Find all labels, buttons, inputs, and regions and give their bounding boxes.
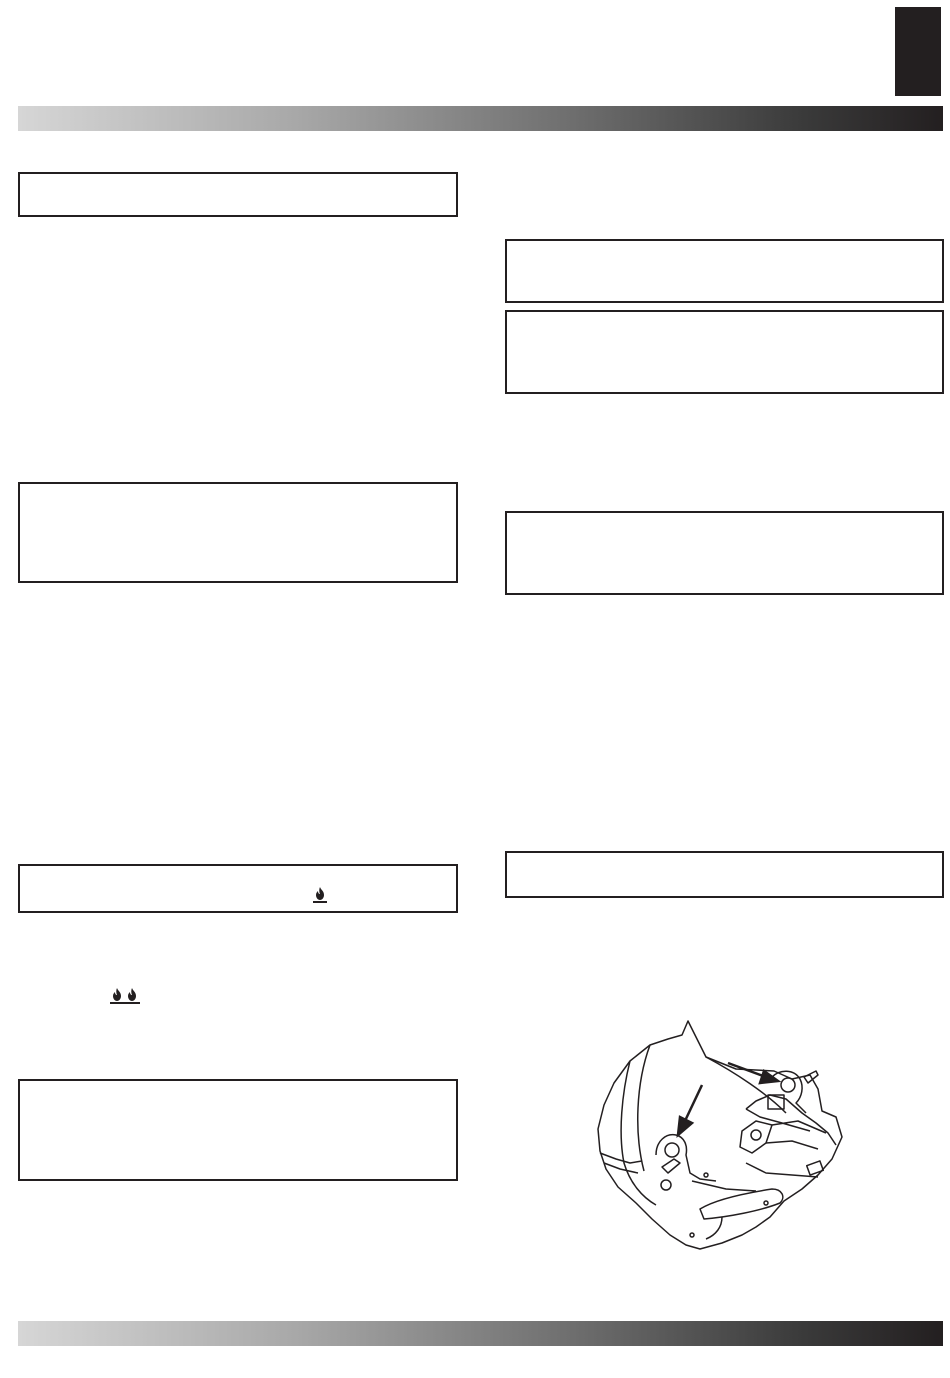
notice-box-right-2: [505, 310, 944, 394]
notice-box-left-1: [18, 172, 458, 217]
bracket-diagram: [596, 1013, 856, 1253]
notice-box-left-4: [18, 1079, 458, 1181]
notice-box-right-1: [505, 239, 944, 303]
footer-bar: [18, 1321, 943, 1346]
header-bar: [18, 106, 943, 131]
notice-box-left-3: [18, 864, 458, 913]
notice-box-left-2: [18, 482, 458, 583]
notice-box-right-4: [505, 851, 944, 898]
notice-box-right-3: [505, 511, 944, 595]
section-tab: [895, 7, 941, 96]
flame-icon: [311, 886, 329, 904]
double-flame-icon: [109, 987, 141, 1005]
